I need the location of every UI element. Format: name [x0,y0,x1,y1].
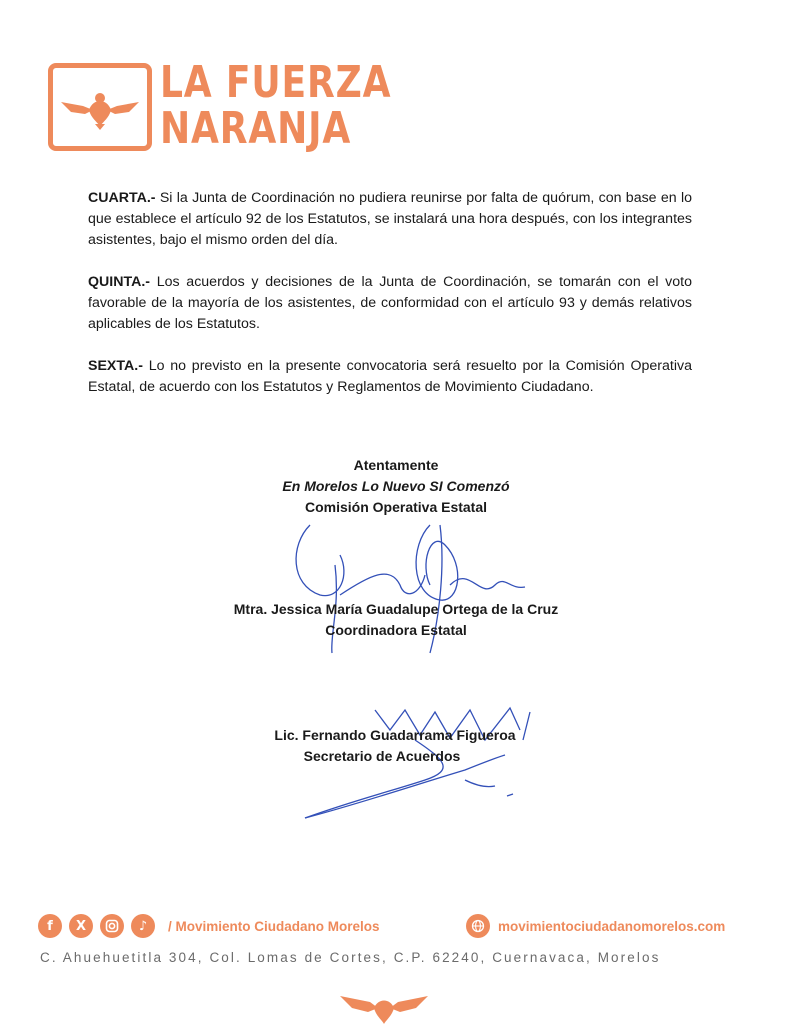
clause-quinta [88,272,692,335]
closing-motto: En Morelos Lo Nuevo SI Comenzó [282,478,510,494]
footer-website[interactable] [466,913,725,939]
signatory-2-name: Lic. Fernando Guadarrama Figueroa [274,727,516,743]
signatory-1-title: Coordinadora Estatal [325,622,467,638]
instagram-icon[interactable] [100,914,124,938]
logo-frame [48,63,152,151]
eagle-icon [340,990,428,1024]
party-logo [48,57,392,158]
signatory-2-title: Secretario de Acuerdos [303,748,461,764]
clause-cuarta [88,188,692,251]
clause-heading: CUARTA.- [88,190,156,206]
clause-heading: QUINTA.- [88,274,150,290]
clause-heading: SEXTA.- [88,358,143,374]
website-link[interactable]: movimientociudadanomorelos.com [498,918,726,934]
closing-salutation: Atentamente [353,457,439,473]
clause-text: Si la Junta de Coordinación no pudiera reunirse por falta de quórum, con base en lo que establece el artículo 92 de los Estatutos, se instalará una hora después, con los integrantes asistentes, bajo el mismo orden del día. [88,190,692,248]
logo-line-2: NARANJA [160,103,352,154]
document-body [88,188,692,419]
x-icon[interactable]: X [69,914,93,938]
closing-body: Comisión Operativa Estatal [304,499,488,515]
footer-social [38,913,380,939]
clause-text: Lo no previsto en la presente convocatoria será resuelto por la Comisión Operativa Estatal, de acuerdo con los Estatutos y Reglamentos de Movimiento Ciudadano. [88,358,692,395]
signatory-1-name: Mtra. Jessica María Guadalupe Ortega de la Cruz [233,601,559,617]
footer-address: C. Ahuehuetitla 304, Col. Lomas de Cortes, C.P. 62240, Cuernavaca, Morelos [40,950,661,965]
facebook-icon[interactable]: f [38,914,62,938]
tiktok-icon[interactable]: ♪ [131,914,155,938]
clause-text: Los acuerdos y decisiones de la Junta de Coordinación, se tomarán con el voto favorable de la mayoría de los asistentes, de conformidad con el artículo 93 y demás relativos aplicables de los Estatutos. [88,274,692,332]
clause-sexta [88,356,692,398]
globe-icon [466,914,490,938]
logo-wordmark [160,57,392,154]
social-handle[interactable]: / Movimiento Ciudadano Morelos [168,918,380,934]
eagle-icon [53,68,147,146]
logo-line-1: LA FUERZA [160,57,392,108]
